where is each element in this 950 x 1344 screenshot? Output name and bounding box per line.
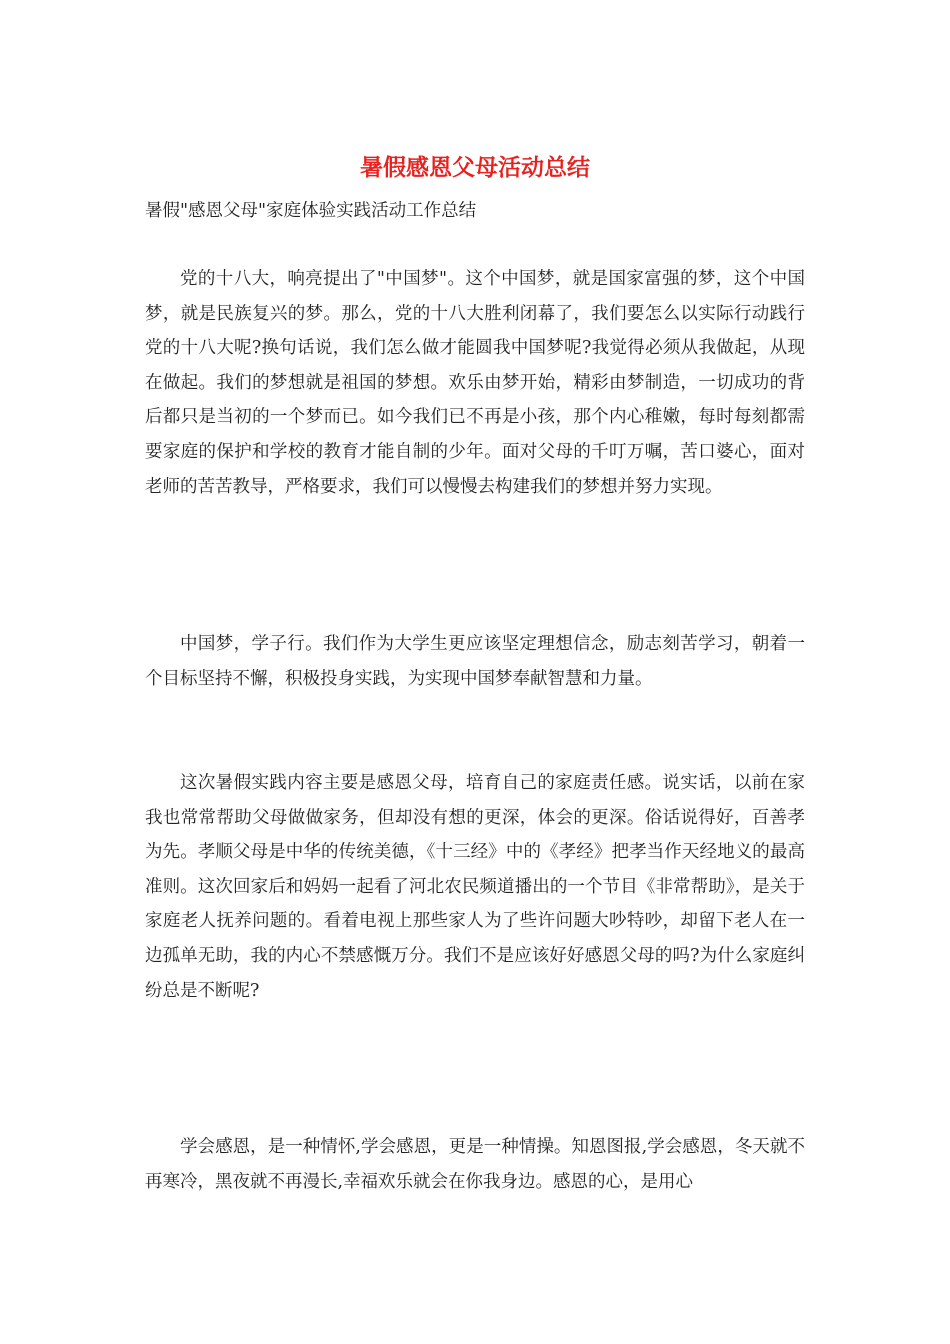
document-subtitle: 暑假"感恩父母"家庭体验实践活动工作总结	[145, 201, 477, 221]
document-title: 暑假感恩父母活动总结	[360, 154, 590, 181]
paragraph-2: 中国梦，学子行。我们作为大学生更应该坚定理想信念，励志刻苦学习，朝着一个目标坚持不懈，积极投身实践，为实现中国梦奉献智慧和力量。	[145, 634, 805, 689]
paragraph-4: 学会感恩，是一种情怀,学会感恩，更是一种情操。知恩图报,学会感恩，冬天就不再寒冷，黑夜就不再漫长,幸福欢乐就会在你我身边。感恩的心，是用心	[145, 1137, 805, 1192]
paragraph-3: 这次暑假实践内容主要是感恩父母，培育自己的家庭责任感。说实话，以前在家我也常常帮助父母做做家务，但却没有想的更深，体会的更深。俗话说得好，百善孝为先。孝顺父母是中华的传统美德，《十三经》中的《孝经》把孝当作天经地义的最高准则。这次回家后和妈妈一起看了河北农民频道播出的一个节目《非常帮助》，是关于家庭老人抚养问题的。看着电视上那些家人为了些许问题大吵特吵，却留下老人在一边孤单无助，我的内心不禁感慨万分。我们不是应该好好感恩父母的吗?为什么家庭纠纷总是不断呢?	[145, 773, 805, 1001]
paragraph-1: 党的十八大，响亮提出了"中国梦"。这个中国梦，就是国家富强的梦，这个中国梦，就是民族复兴的梦。那么，党的十八大胜利闭幕了，我们要怎么以实际行动践行党的十八大呢?换句话说，我们怎么做才能圆我中国梦呢?我觉得必须从我做起，从现在做起。我们的梦想就是祖国的梦想。欢乐由梦开始，精彩由梦制造，一切成功的背后都只是当初的一个梦而已。如今我们已不再是小孩，那个内心稚嫩，每时每刻都需要家庭的保护和学校的教育才能自制的少年。面对父母的千叮万嘱，苦口婆心，面对老师的苦苦教导，严格要求，我们可以慢慢去构建我们的梦想并努力实现。	[145, 269, 805, 497]
